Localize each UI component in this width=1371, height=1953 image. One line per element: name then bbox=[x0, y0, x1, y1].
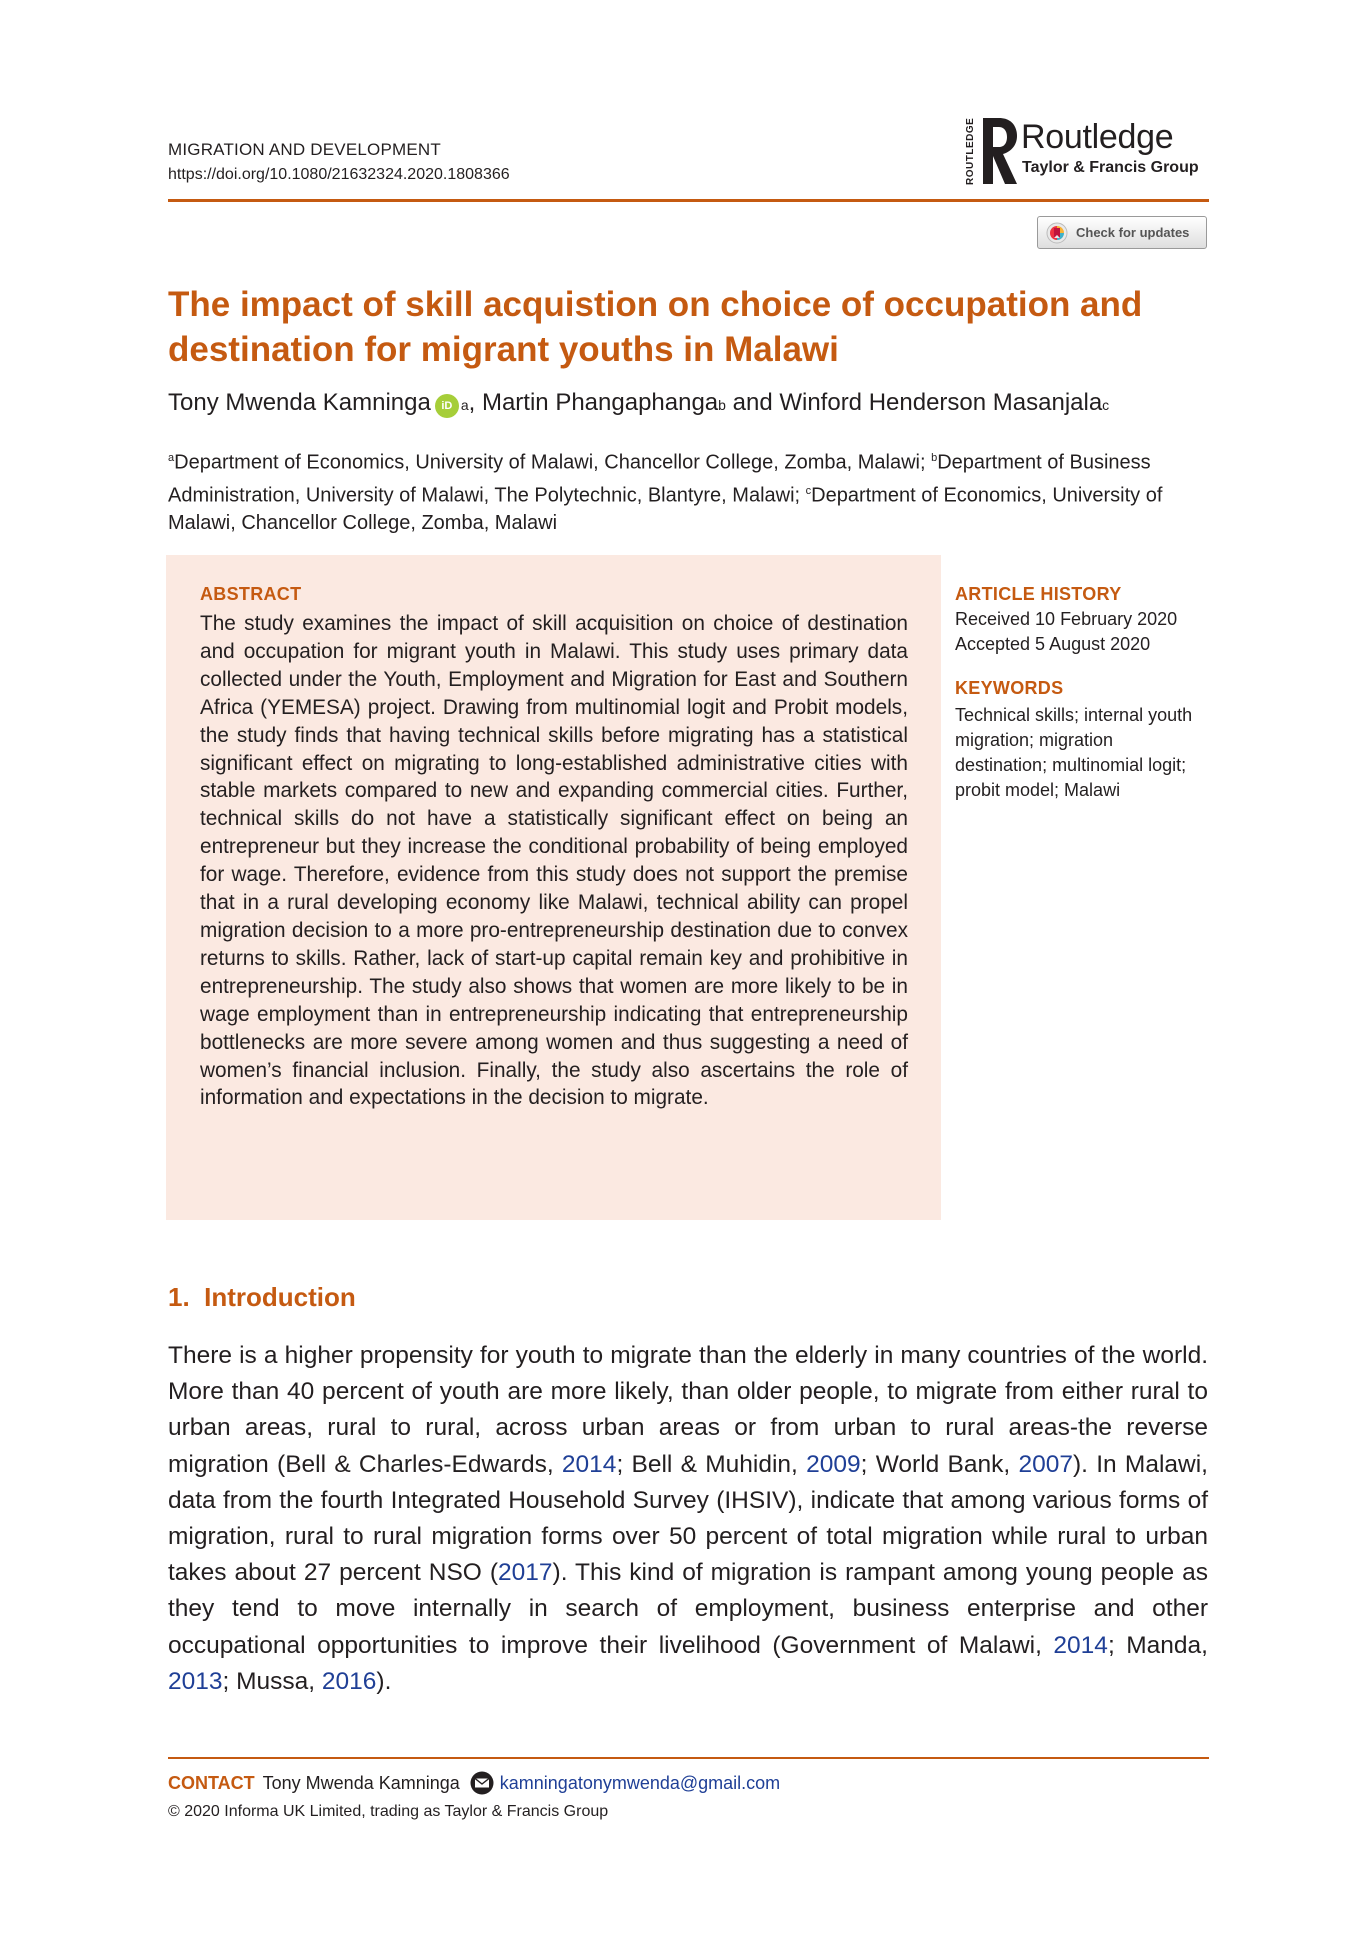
introduction-paragraph bbox=[168, 1338, 1208, 1700]
citation-link[interactable]: 2013 bbox=[168, 1667, 223, 1695]
keywords-text: Technical skills; internal youth migration; migration destination; multinomial logit; probit model; Malawi bbox=[955, 705, 1193, 800]
author-affiliation-mark: a bbox=[460, 397, 469, 413]
contact-label: CONTACT bbox=[168, 1772, 255, 1793]
body-text: ; Manda, bbox=[1107, 1631, 1208, 1659]
body-text: ; World Bank, bbox=[860, 1450, 1019, 1478]
author-separator: , bbox=[468, 389, 482, 416]
email-icon bbox=[470, 1771, 494, 1795]
author-name: Martin Phangaphanga bbox=[481, 389, 719, 416]
affiliation-mark: a bbox=[168, 452, 175, 464]
author-separator: and bbox=[725, 389, 780, 416]
affiliations bbox=[168, 444, 1208, 537]
keywords-heading: KEYWORDS bbox=[955, 678, 1064, 698]
contact-name: Tony Mwenda Kamninga bbox=[262, 1772, 460, 1793]
article-history-heading: ARTICLE HISTORY bbox=[955, 584, 1122, 604]
body-text: There is a higher propensity for youth to migrate than the elderly in many countries of the world. More than 40 percent of youth are more likely, than older people, to migrate from either rural to urban areas, rural to rural, across urban areas or from urban to rural areas-the reverse migration (Bell & Charles-Edwards, bbox=[168, 1342, 1208, 1478]
doi-link[interactable]: https://doi.org/10.1080/21632324.2020.1808366 bbox=[168, 166, 510, 183]
affiliation-text: Department of Business Administration, University of Malawi, The Polytechnic, Blantyre, Malawi; bbox=[168, 451, 1151, 507]
affiliation-text: Department of Economics, University of Malawi, Chancellor College, Zomba, Malawi; bbox=[174, 451, 932, 474]
header-divider bbox=[168, 199, 1209, 202]
body-text: ). bbox=[376, 1667, 392, 1695]
author-list bbox=[168, 389, 1109, 419]
article-title: The impact of skill acquistion on choice of occupation and destination for migrant youths in Malawi bbox=[168, 285, 1143, 369]
publisher-vertical-text: ROUTLEDGE bbox=[965, 117, 976, 185]
citation-link[interactable]: 2014 bbox=[1053, 1631, 1108, 1659]
body-text: ). In Malawi, data from the fourth Integrated Household Survey (IHSIV), indicate that among various forms of migration, rural to rural migration forms over 50 percent of total migration while rural to urban takes about 27 percent NSO ( bbox=[168, 1450, 1208, 1587]
copyright-notice: © 2020 Informa UK Limited, trading as Taylor & Francis Group bbox=[168, 1803, 609, 1820]
check-for-updates-label: Check for updates bbox=[1076, 225, 1190, 240]
citation-link[interactable]: 2016 bbox=[321, 1667, 377, 1695]
routledge-r-icon bbox=[979, 116, 1019, 186]
affiliation-text: Department of Economics, University of Malawi, Chancellor College, Zomba, Malawi bbox=[168, 484, 1163, 535]
contact-email-link[interactable]: kamningatonymwenda@gmail.com bbox=[499, 1772, 781, 1793]
citation-link[interactable]: 2014 bbox=[561, 1450, 617, 1478]
orcid-icon[interactable]: iD bbox=[435, 394, 459, 418]
author-name: Winford Henderson Masanjala bbox=[779, 389, 1103, 416]
footer-divider bbox=[168, 1757, 1209, 1759]
body-text: ; Mussa, bbox=[222, 1667, 322, 1695]
author-name: Tony Mwenda Kamninga bbox=[168, 389, 431, 416]
abstract-text: The study examines the impact of skill acquisition on choice of destination and occupation for migrant youth in Malawi. This study uses primary data collected under the Youth, Employment and Migration for East and Southern Africa (YEMESA) project. Drawing from multinomial logit and Probit models, the study finds that having technical skills before migrating has a statistical significant effect on migrating to long-established administrative cities with stable markets compared to new and expanding commercial cities. Further, technical skills do not have a statistically significant effect on being an entrepreneur but they increase the conditional probability of being employed for wage. Therefore, evidence from this study does not support the premise that in a rural developing economy like Malawi, technical ability can propel migration decision to a more pro-entrepreneurship destination due to convex returns to skills. Rather, lack of start-up capital remain key and prohibitive in entrepreneurship. The study also shows that women are more likely to be in wage employment than in entrepreneurship indicating that entrepreneurship bottlenecks are more severe among women and thus suggesting a need of women’s financial inclusion. Finally, the study also ascertains the role of information and expectations in the decision to migrate. bbox=[200, 612, 908, 1110]
abstract-heading: ABSTRACT bbox=[200, 584, 302, 604]
section-heading-introduction: 1. Introduction bbox=[168, 1282, 356, 1312]
contact-line bbox=[168, 1771, 780, 1795]
journal-name: MIGRATION AND DEVELOPMENT bbox=[168, 140, 441, 159]
publisher-name: Routledge bbox=[1021, 118, 1174, 156]
received-date: Received 10 February 2020 bbox=[955, 609, 1178, 629]
body-text: ; Bell & Muhidin, bbox=[616, 1450, 807, 1478]
publisher-group: Taylor & Francis Group bbox=[1022, 159, 1199, 176]
check-for-updates-button[interactable] bbox=[1037, 216, 1207, 249]
body-text: ). This kind of migration is rampant among young people as they tend to move internally in search of employment, business enterprise and other occupational opportunities to improve their livelihood (Government of Malawi, bbox=[168, 1559, 1209, 1659]
citation-link[interactable]: 2017 bbox=[498, 1559, 553, 1587]
accepted-date: Accepted 5 August 2020 bbox=[955, 634, 1151, 654]
publisher-logo bbox=[965, 116, 1210, 186]
citation-link[interactable]: 2007 bbox=[1018, 1450, 1073, 1478]
author-affiliation-mark: c bbox=[1102, 397, 1110, 413]
author-affiliation-mark: b bbox=[718, 397, 726, 413]
affiliation-mark: b bbox=[931, 452, 938, 464]
crossmark-icon bbox=[1046, 222, 1068, 244]
citation-link[interactable]: 2009 bbox=[806, 1450, 861, 1478]
affiliation-mark: c bbox=[805, 484, 812, 497]
